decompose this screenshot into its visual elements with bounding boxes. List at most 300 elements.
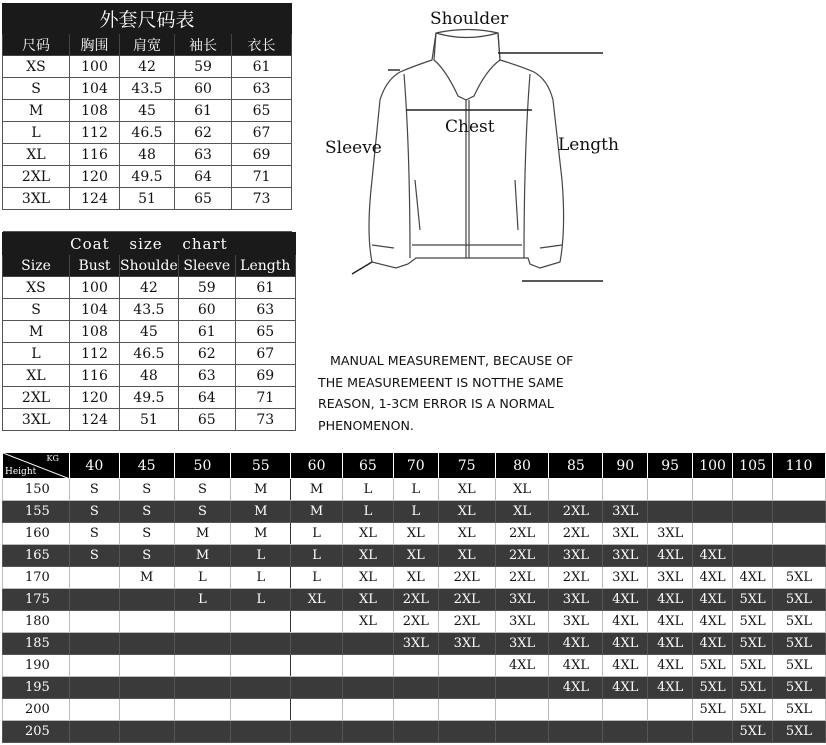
size-recommendation-cell: 3XL bbox=[549, 545, 603, 567]
size-recommendation-cell: 5XL bbox=[733, 655, 773, 677]
size-chart-cell: 63 bbox=[232, 78, 292, 100]
size-recommendation-cell: 3XL bbox=[648, 567, 693, 589]
size-chart-header-cell: Sleeve bbox=[178, 255, 235, 277]
size-recommendation-cell bbox=[69, 633, 119, 655]
weight-header-cell: 75 bbox=[438, 453, 495, 479]
size-recommendation-cell bbox=[343, 633, 394, 655]
size-recommendation-cell: 5XL bbox=[733, 721, 773, 743]
size-recommendation-cell: 3XL bbox=[495, 589, 549, 611]
size-recommendation-cell bbox=[495, 721, 549, 743]
english-size-chart-body bbox=[3, 233, 296, 453]
size-chart-cell: 48 bbox=[120, 144, 175, 166]
size-recommendation-cell: 5XL bbox=[693, 677, 733, 699]
weight-header-cell: 100 bbox=[693, 453, 733, 479]
size-recommendation-cell bbox=[733, 501, 773, 523]
size-recommendation-cell bbox=[343, 677, 394, 699]
size-recommendation-cell: 3XL bbox=[603, 501, 648, 523]
chinese-chart-title: 外套尺码表 bbox=[3, 4, 292, 34]
size-recommendation-cell: M bbox=[291, 479, 343, 501]
weight-header-cell: 50 bbox=[174, 453, 231, 479]
size-recommendation-cell: 3XL bbox=[549, 589, 603, 611]
size-recommendation-cell: XL bbox=[438, 479, 495, 501]
size-recommendation-cell: S bbox=[119, 545, 174, 567]
size-recommendation-cell bbox=[231, 721, 291, 743]
chinese-size-chart-body bbox=[3, 4, 292, 232]
size-recommendation-cell bbox=[119, 611, 174, 633]
size-recommendation-cell bbox=[733, 523, 773, 545]
height-row bbox=[3, 501, 826, 523]
size-recommendation-cell bbox=[231, 633, 291, 655]
size-recommendation-cell: L bbox=[174, 567, 231, 589]
size-recommendation-cell bbox=[291, 677, 343, 699]
size-recommendation-cell: 5XL bbox=[773, 567, 826, 589]
size-recommendation-cell: 4XL bbox=[603, 633, 648, 655]
size-chart-cell: 60 bbox=[178, 299, 235, 321]
height-row bbox=[3, 721, 826, 743]
size-recommendation-body bbox=[3, 453, 826, 743]
size-recommendation-cell: 4XL bbox=[733, 567, 773, 589]
size-recommendation-cell: 5XL bbox=[693, 655, 733, 677]
size-chart-cell: XS bbox=[3, 56, 70, 78]
height-cell: 165 bbox=[3, 545, 70, 567]
size-chart-cell: 69 bbox=[235, 365, 295, 387]
size-chart-cell: 108 bbox=[70, 100, 120, 122]
size-recommendation-cell bbox=[773, 545, 826, 567]
size-chart-cell: XL bbox=[3, 365, 70, 387]
size-recommendation-cell: 4XL bbox=[603, 611, 648, 633]
height-cell: 175 bbox=[3, 589, 70, 611]
size-chart-cell: 100 bbox=[70, 277, 120, 299]
english-chart-title: Coat size chart bbox=[3, 233, 296, 255]
size-chart-cell: 71 bbox=[235, 387, 295, 409]
size-chart-cell: 45 bbox=[120, 321, 179, 343]
size-recommendation-cell bbox=[69, 611, 119, 633]
size-chart-cell: 51 bbox=[120, 409, 179, 431]
size-recommendation-cell bbox=[495, 677, 549, 699]
size-recommendation-cell bbox=[733, 545, 773, 567]
size-recommendation-cell: S bbox=[174, 479, 231, 501]
size-recommendation-cell: 5XL bbox=[773, 589, 826, 611]
note-line: REASON, 1-3CM ERROR IS A NORMAL bbox=[318, 396, 554, 411]
height-cell: 185 bbox=[3, 633, 70, 655]
size-chart-cell: 3XL bbox=[3, 409, 70, 431]
size-recommendation-cell: 5XL bbox=[733, 589, 773, 611]
size-recommendation-cell: 5XL bbox=[733, 633, 773, 655]
size-recommendation-cell: L bbox=[343, 479, 394, 501]
size-recommendation-cell bbox=[603, 721, 648, 743]
size-chart-cell: 59 bbox=[178, 277, 235, 299]
size-recommendation-cell bbox=[343, 655, 394, 677]
size-chart-cell: 120 bbox=[70, 166, 120, 188]
size-recommendation-cell: 4XL bbox=[693, 633, 733, 655]
weight-header-cell: 90 bbox=[603, 453, 648, 479]
size-recommendation-cell bbox=[549, 699, 603, 721]
size-recommendation-cell: XL bbox=[343, 545, 394, 567]
weight-header-cell: 85 bbox=[549, 453, 603, 479]
size-recommendation-cell: 5XL bbox=[733, 699, 773, 721]
size-recommendation-cell: M bbox=[119, 567, 174, 589]
size-recommendation-cell bbox=[495, 699, 549, 721]
height-row bbox=[3, 545, 826, 567]
size-chart-cell: 63 bbox=[175, 144, 232, 166]
size-chart-cell: M bbox=[3, 321, 70, 343]
size-recommendation-cell: 3XL bbox=[393, 633, 438, 655]
size-recommendation-cell: L bbox=[174, 589, 231, 611]
size-chart-row bbox=[3, 277, 296, 299]
size-recommendation-cell: M bbox=[174, 545, 231, 567]
size-recommendation-cell bbox=[174, 721, 231, 743]
size-recommendation-cell bbox=[393, 699, 438, 721]
size-chart-cell: L bbox=[3, 122, 70, 144]
size-recommendation-cell bbox=[291, 633, 343, 655]
size-recommendation-cell: L bbox=[393, 501, 438, 523]
height-row bbox=[3, 655, 826, 677]
size-recommendation-cell: XL bbox=[495, 501, 549, 523]
height-row bbox=[3, 479, 826, 501]
note-line: PHENOMENON. bbox=[318, 417, 414, 433]
size-recommendation-cell bbox=[693, 479, 733, 501]
size-chart-cell: 100 bbox=[70, 56, 120, 78]
size-recommendation-cell bbox=[393, 721, 438, 743]
size-recommendation-cell bbox=[174, 633, 231, 655]
measurement-note bbox=[318, 350, 618, 436]
size-recommendation-cell: S bbox=[69, 545, 119, 567]
size-chart-cell: 43.5 bbox=[120, 299, 179, 321]
size-chart-cell: 104 bbox=[70, 299, 120, 321]
size-recommendation-cell: 4XL bbox=[495, 655, 549, 677]
size-chart-row bbox=[3, 144, 292, 166]
size-recommendation-cell bbox=[231, 677, 291, 699]
size-recommendation-cell: 4XL bbox=[549, 677, 603, 699]
size-recommendation-cell: 4XL bbox=[648, 633, 693, 655]
size-chart-cell: 61 bbox=[175, 100, 232, 122]
size-chart-row bbox=[3, 409, 296, 431]
size-chart-header-cell: 衣长 bbox=[232, 34, 292, 56]
size-recommendation-cell: 4XL bbox=[648, 589, 693, 611]
size-recommendation-cell: L bbox=[291, 545, 343, 567]
size-chart-row bbox=[3, 188, 292, 210]
size-recommendation-cell bbox=[438, 699, 495, 721]
size-recommendation-cell: XL bbox=[438, 501, 495, 523]
size-recommendation-cell: 4XL bbox=[648, 655, 693, 677]
weight-header-cell: 65 bbox=[343, 453, 394, 479]
size-recommendation-cell: 4XL bbox=[693, 567, 733, 589]
size-chart-cell: 46.5 bbox=[120, 122, 175, 144]
size-recommendation-cell: 4XL bbox=[603, 655, 648, 677]
size-recommendation-cell: 4XL bbox=[648, 611, 693, 633]
size-recommendation-cell: 4XL bbox=[603, 677, 648, 699]
size-recommendation-cell: 3XL bbox=[603, 523, 648, 545]
size-recommendation-cell bbox=[69, 567, 119, 589]
height-cell: 190 bbox=[3, 655, 70, 677]
size-recommendation-cell bbox=[549, 479, 603, 501]
size-chart-cell: 2XL bbox=[3, 387, 70, 409]
size-recommendation-cell bbox=[549, 721, 603, 743]
size-recommendation-cell bbox=[648, 479, 693, 501]
size-recommendation-cell: S bbox=[69, 479, 119, 501]
size-recommendation-cell: 5XL bbox=[733, 611, 773, 633]
height-row bbox=[3, 611, 826, 633]
weight-header-cell: 80 bbox=[495, 453, 549, 479]
size-recommendation-cell: XL bbox=[393, 523, 438, 545]
size-chart-header-cell: 袖长 bbox=[175, 34, 232, 56]
size-chart-row bbox=[3, 56, 292, 78]
size-chart-cell: 124 bbox=[70, 409, 120, 431]
size-recommendation-cell bbox=[291, 721, 343, 743]
size-recommendation-cell: 2XL bbox=[495, 567, 549, 589]
size-recommendation-cell: XL bbox=[343, 589, 394, 611]
height-cell: 180 bbox=[3, 611, 70, 633]
size-recommendation-cell: 2XL bbox=[495, 545, 549, 567]
shoulder-label: Shoulder bbox=[430, 9, 509, 29]
size-chart-cell: 124 bbox=[70, 188, 120, 210]
size-chart-cell: 61 bbox=[235, 277, 295, 299]
size-recommendation-cell: 4XL bbox=[693, 589, 733, 611]
size-recommendation-cell: 2XL bbox=[438, 589, 495, 611]
size-chart-cell: 73 bbox=[232, 188, 292, 210]
size-recommendation-cell: M bbox=[231, 523, 291, 545]
size-chart-cell: 49.5 bbox=[120, 166, 175, 188]
size-chart-row bbox=[3, 321, 296, 343]
size-chart-header-cell: Size bbox=[3, 255, 70, 277]
weight-header-cell: 55 bbox=[231, 453, 291, 479]
size-recommendation-cell bbox=[231, 655, 291, 677]
size-chart-header-cell: 胸围 bbox=[70, 34, 120, 56]
size-chart-spacer-row bbox=[3, 210, 292, 232]
size-chart-cell: 42 bbox=[120, 56, 175, 78]
size-chart-header-row bbox=[3, 255, 296, 277]
jacket-diagram bbox=[300, 0, 630, 340]
size-chart-cell: 46.5 bbox=[120, 343, 179, 365]
size-recommendation-cell bbox=[231, 699, 291, 721]
size-chart-cell: 112 bbox=[70, 122, 120, 144]
size-recommendation-cell: 2XL bbox=[438, 611, 495, 633]
size-recommendation-cell bbox=[119, 589, 174, 611]
height-row bbox=[3, 699, 826, 721]
size-recommendation-cell: S bbox=[69, 501, 119, 523]
size-recommendation-cell: 4XL bbox=[693, 611, 733, 633]
size-recommendation-cell bbox=[343, 721, 394, 743]
chest-label: Chest bbox=[445, 117, 495, 137]
size-chart-cell: XS bbox=[3, 277, 70, 299]
size-chart-row bbox=[3, 166, 292, 188]
size-recommendation-cell: 3XL bbox=[603, 545, 648, 567]
height-row bbox=[3, 523, 826, 545]
weight-header-cell: 95 bbox=[648, 453, 693, 479]
size-chart-cell: 65 bbox=[175, 188, 232, 210]
size-recommendation-cell bbox=[648, 721, 693, 743]
size-recommendation-cell: 4XL bbox=[648, 545, 693, 567]
size-chart-cell: 3XL bbox=[3, 188, 70, 210]
size-chart-header-row bbox=[3, 34, 292, 56]
size-chart-cell: 45 bbox=[120, 100, 175, 122]
size-recommendation-cell bbox=[733, 479, 773, 501]
size-recommendation-cell: 5XL bbox=[773, 699, 826, 721]
size-recommendation-cell: 2XL bbox=[549, 523, 603, 545]
size-chart-cell: 49.5 bbox=[120, 387, 179, 409]
size-recommendation-cell bbox=[393, 655, 438, 677]
height-cell: 195 bbox=[3, 677, 70, 699]
height-row bbox=[3, 633, 826, 655]
size-recommendation-cell bbox=[438, 677, 495, 699]
size-recommendation-cell: 5XL bbox=[773, 633, 826, 655]
kg-label: KG bbox=[46, 454, 59, 463]
weight-header-cell: 105 bbox=[733, 453, 773, 479]
english-size-chart bbox=[2, 232, 296, 453]
size-chart-cell: 63 bbox=[178, 365, 235, 387]
size-recommendation-cell: M bbox=[291, 501, 343, 523]
size-recommendation-cell: S bbox=[119, 501, 174, 523]
size-chart-cell: 43.5 bbox=[120, 78, 175, 100]
note-line: THE MEASUREMEENT IS NOTTHE SAME bbox=[318, 374, 564, 390]
size-chart-header-cell: Shoulde bbox=[120, 255, 179, 277]
size-recommendation-cell bbox=[393, 677, 438, 699]
size-recommendation-cell bbox=[69, 721, 119, 743]
size-chart-cell: 116 bbox=[70, 144, 120, 166]
size-chart-cell: 62 bbox=[175, 122, 232, 144]
size-chart-cell: 65 bbox=[235, 321, 295, 343]
size-recommendation-cell: L bbox=[291, 523, 343, 545]
size-recommendation-cell bbox=[343, 699, 394, 721]
size-recommendation-cell bbox=[174, 611, 231, 633]
size-chart-cell: 42 bbox=[120, 277, 179, 299]
size-chart-row bbox=[3, 122, 292, 144]
size-chart-header-cell: Length bbox=[235, 255, 295, 277]
size-recommendation-cell: 2XL bbox=[549, 501, 603, 523]
size-recommendation-cell bbox=[291, 699, 343, 721]
size-chart-cell: 51 bbox=[120, 188, 175, 210]
size-recommendation-cell bbox=[291, 655, 343, 677]
size-chart-row bbox=[3, 343, 296, 365]
size-recommendation-cell bbox=[648, 501, 693, 523]
size-chart-header-cell: 尺码 bbox=[3, 34, 70, 56]
size-chart-header-cell: Bust bbox=[70, 255, 120, 277]
size-chart-cell: 64 bbox=[178, 387, 235, 409]
size-recommendation-cell bbox=[648, 699, 693, 721]
size-recommendation-cell: XL bbox=[393, 567, 438, 589]
size-recommendation-cell: S bbox=[69, 523, 119, 545]
size-recommendation-cell: L bbox=[231, 589, 291, 611]
size-recommendation-cell: M bbox=[174, 523, 231, 545]
size-recommendation-cell: 4XL bbox=[549, 633, 603, 655]
size-recommendation-cell bbox=[174, 677, 231, 699]
size-chart-cell: XL bbox=[3, 144, 70, 166]
size-chart-cell: 59 bbox=[175, 56, 232, 78]
size-recommendation-cell: 3XL bbox=[495, 633, 549, 655]
size-recommendation-cell bbox=[119, 721, 174, 743]
weight-header-cell: 40 bbox=[69, 453, 119, 479]
size-recommendation-cell: 3XL bbox=[495, 611, 549, 633]
size-chart-cell: 61 bbox=[232, 56, 292, 78]
size-recommendation-cell: 4XL bbox=[648, 677, 693, 699]
height-cell: 160 bbox=[3, 523, 70, 545]
size-chart-cell: 67 bbox=[232, 122, 292, 144]
size-chart-row bbox=[3, 100, 292, 122]
size-recommendation-cell bbox=[119, 699, 174, 721]
size-recommendation-table bbox=[2, 452, 826, 743]
size-recommendation-cell: 2XL bbox=[393, 611, 438, 633]
size-recommendation-cell: 4XL bbox=[693, 545, 733, 567]
size-chart-cell: 73 bbox=[235, 409, 295, 431]
weight-header-cell: 70 bbox=[393, 453, 438, 479]
size-recommendation-cell: XL bbox=[343, 523, 394, 545]
size-recommendation-cell: 4XL bbox=[603, 589, 648, 611]
weight-header-cell: 60 bbox=[291, 453, 343, 479]
note-line: MANUAL MEASUREMENT, BECAUSE OF bbox=[330, 353, 574, 368]
size-recommendation-cell bbox=[69, 589, 119, 611]
height-row bbox=[3, 589, 826, 611]
size-chart-cell: 64 bbox=[175, 166, 232, 188]
size-chart-cell: 104 bbox=[70, 78, 120, 100]
height-row bbox=[3, 567, 826, 589]
size-chart-row bbox=[3, 299, 296, 321]
size-recommendation-cell bbox=[773, 523, 826, 545]
size-recommendation-cell: 3XL bbox=[438, 633, 495, 655]
size-recommendation-cell: L bbox=[231, 567, 291, 589]
size-recommendation-cell: 2XL bbox=[438, 567, 495, 589]
size-chart-row bbox=[3, 387, 296, 409]
size-chart-cell: 65 bbox=[232, 100, 292, 122]
size-chart-cell: 71 bbox=[232, 166, 292, 188]
height-cell: 205 bbox=[3, 721, 70, 743]
size-recommendation-cell: L bbox=[291, 567, 343, 589]
size-recommendation-cell: 4XL bbox=[549, 655, 603, 677]
size-recommendation-cell bbox=[119, 677, 174, 699]
size-chart-cell: 65 bbox=[178, 409, 235, 431]
sleeve-measure-line bbox=[352, 262, 372, 274]
size-recommendation-cell bbox=[438, 655, 495, 677]
weight-header-cell: 45 bbox=[119, 453, 174, 479]
size-chart-cell: 116 bbox=[70, 365, 120, 387]
sleeve-label: Sleeve bbox=[325, 138, 382, 158]
size-recommendation-cell bbox=[69, 677, 119, 699]
size-chart-cell: 112 bbox=[70, 343, 120, 365]
size-chart-cell: L bbox=[3, 343, 70, 365]
size-recommendation-cell bbox=[231, 611, 291, 633]
length-label: Length bbox=[558, 135, 619, 155]
size-recommendation-cell bbox=[174, 655, 231, 677]
size-recommendation-cell bbox=[174, 699, 231, 721]
size-recommendation-cell: XL bbox=[291, 589, 343, 611]
height-cell: 155 bbox=[3, 501, 70, 523]
height-label: Height bbox=[5, 467, 37, 477]
chinese-size-chart bbox=[2, 3, 292, 232]
size-chart-cell: S bbox=[3, 78, 70, 100]
size-recommendation-cell bbox=[773, 479, 826, 501]
size-chart-row bbox=[3, 78, 292, 100]
size-recommendation-cell bbox=[693, 523, 733, 545]
size-recommendation-cell bbox=[119, 633, 174, 655]
size-recommendation-cell bbox=[69, 699, 119, 721]
size-chart-cell: 63 bbox=[235, 299, 295, 321]
jacket-collar bbox=[434, 33, 500, 100]
size-recommendation-cell: L bbox=[231, 545, 291, 567]
size-recommendation-cell: 3XL bbox=[648, 523, 693, 545]
size-recommendation-cell: 3XL bbox=[549, 611, 603, 633]
size-chart-cell: 67 bbox=[235, 343, 295, 365]
height-cell: 150 bbox=[3, 479, 70, 501]
size-recommendation-cell: 2XL bbox=[393, 589, 438, 611]
size-recommendation-cell bbox=[69, 655, 119, 677]
size-recommendation-cell: XL bbox=[495, 479, 549, 501]
size-recommendation-cell: 5XL bbox=[773, 611, 826, 633]
size-chart-cell: 69 bbox=[232, 144, 292, 166]
size-chart-cell: 48 bbox=[120, 365, 179, 387]
size-recommendation-cell: L bbox=[343, 501, 394, 523]
size-recommendation-cell: 3XL bbox=[603, 567, 648, 589]
size-recommendation-cell: 2XL bbox=[549, 567, 603, 589]
size-recommendation-cell: 5XL bbox=[693, 699, 733, 721]
